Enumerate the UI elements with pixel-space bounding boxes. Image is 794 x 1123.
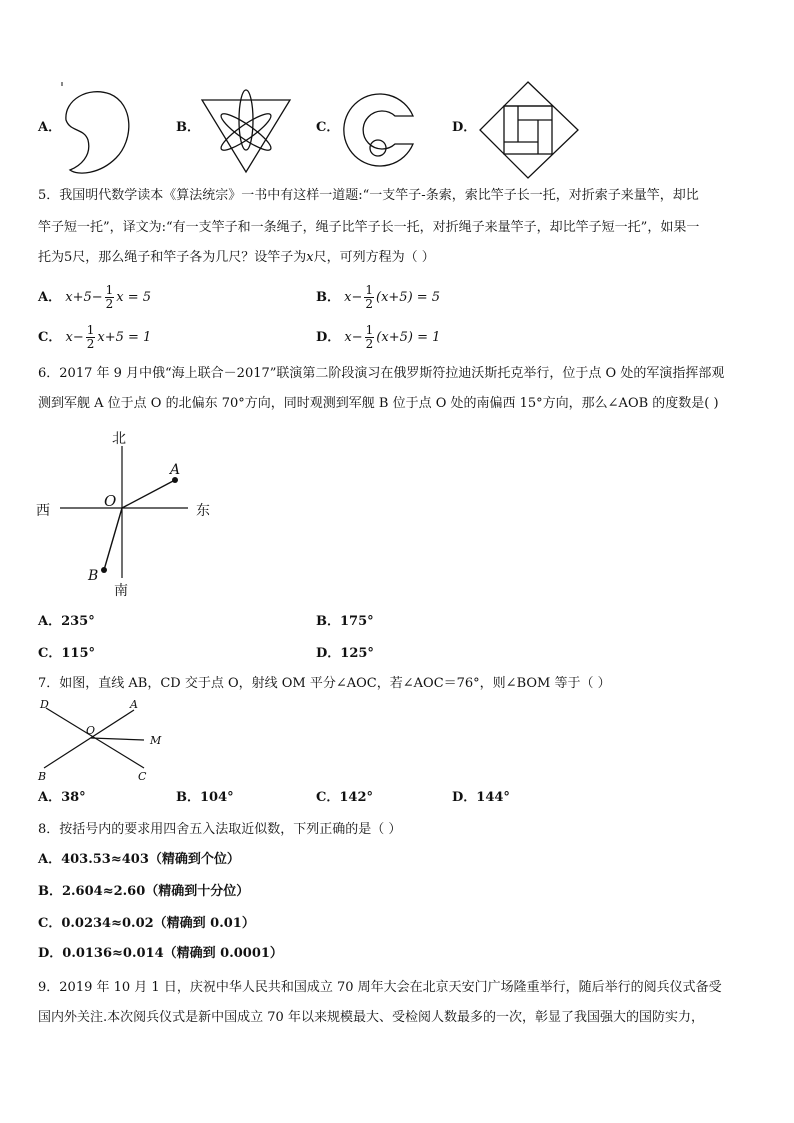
q6-option-d: D．125° xyxy=(316,646,374,661)
q5-option-b-post: (x+5) = 5 xyxy=(376,290,441,305)
q7-option-c: C．142° xyxy=(316,790,373,805)
frac-num: 1 xyxy=(365,323,374,337)
q5-option-a-frac xyxy=(105,284,115,311)
q7-point-d-label: D xyxy=(40,698,49,711)
q7-option-a: A．38° xyxy=(38,790,86,805)
frac-den: 2 xyxy=(86,337,95,351)
q5-option-d-label: D． xyxy=(316,330,341,345)
q6-stem-line-2: 测到军舰 A 位于点 O 的北偏东 70°方向，同时观测到军舰 B 位于点 O 处的南偏西 15°方向，那么∠AOB 的度数是( ) xyxy=(38,396,719,411)
q5-option-a-post: x = 5 xyxy=(116,290,152,305)
q8-option-a: A．403.53≈403（精确到个位） xyxy=(38,852,240,867)
q6-east-label: 东 xyxy=(196,503,210,519)
q7-point-m-label: M xyxy=(150,734,162,747)
q5-option-c-frac xyxy=(86,324,96,351)
q5-option-a-pre: x+5− xyxy=(65,290,103,305)
q7-option-b: B．104° xyxy=(176,790,234,805)
q4-option-b-label: B． xyxy=(176,120,200,135)
q7-point-b-label: B xyxy=(38,770,47,783)
q5-option-d-pre: x− xyxy=(344,330,363,345)
q4-figure-b-shape xyxy=(200,80,292,176)
q6-north-label: 北 xyxy=(112,431,126,447)
q5-stem-line-3-end: 尺，可列方程为（ ） xyxy=(313,250,435,265)
q7-option-d: D．144° xyxy=(452,790,510,805)
q5-option-b-label: B． xyxy=(316,290,340,305)
frac-num: 1 xyxy=(105,283,114,297)
q4-option-d-label: D． xyxy=(452,120,477,135)
q4-figure-c-shape xyxy=(340,90,420,170)
q5-option-c-post: x+5 = 1 xyxy=(97,330,152,345)
q5-stem-line-3 xyxy=(38,248,435,268)
q5-option-b-pre: x− xyxy=(344,290,363,305)
frac-den: 2 xyxy=(105,297,114,311)
q8-option-b: B．2.604≈2.60（精确到十分位） xyxy=(38,884,250,899)
q6-stem-line-1: 6．2017 年 9 月中俄“海上联合－2017”联演第二阶段演习在俄罗斯符拉迪沃斯托克举行，位于点 O 处的军演指挥部观 xyxy=(38,366,725,381)
q8-stem-line-1: 8．按括号内的要求用四舍五入法取近似数，下列正确的是（ ） xyxy=(38,822,402,837)
q4-figure-a-shape xyxy=(58,80,138,180)
q6-point-o-label: O xyxy=(104,492,117,510)
q4-option-c-label: C． xyxy=(316,120,340,135)
q5-option-a xyxy=(38,284,151,311)
q4-figure-d-shape xyxy=(478,80,580,180)
q5-option-c xyxy=(38,324,151,351)
q6-option-a: A．235° xyxy=(38,614,95,629)
q9-stem-line-1: 9．2019 年 10 月 1 日，庆祝中华人民共和国成立 70 周年大会在北京天安门广场隆重举行，随后举行的阅兵仪式备受 xyxy=(38,980,722,995)
q5-option-b xyxy=(316,284,440,311)
q5-option-d-frac xyxy=(365,324,375,351)
q5-option-b-frac xyxy=(364,284,374,311)
frac-den: 2 xyxy=(365,337,374,351)
q5-option-a-label: A． xyxy=(38,290,62,305)
q5-option-d xyxy=(316,324,440,351)
q6-option-b: B．175° xyxy=(316,614,374,629)
q8-option-c: C．0.0234≈0.02（精确到 0.01） xyxy=(38,916,255,931)
frac-den: 2 xyxy=(365,297,374,311)
q6-west-label: 西 xyxy=(36,503,50,519)
q5-variable: x xyxy=(306,250,314,265)
q6-option-c: C．115° xyxy=(38,646,95,661)
q8-option-d: D．0.0136≈0.014（精确到 0.0001） xyxy=(38,946,283,961)
q6-south-label: 南 xyxy=(114,583,128,599)
q6-point-b-label: B xyxy=(88,568,99,584)
q5-stem-line-3-text: 托为5尺，那么绳子和竿子各为几尺？设竿子为 xyxy=(38,250,307,265)
q5-option-c-label: C． xyxy=(38,330,62,345)
frac-num: 1 xyxy=(86,323,95,337)
q5-option-c-pre: x− xyxy=(65,330,84,345)
q4-option-a-label: A． xyxy=(38,120,62,135)
q6-point-a-label: A xyxy=(170,462,181,478)
q7-lines-diagram xyxy=(36,700,166,780)
q5-stem-line-1: 5．我国明代数学读本《算法统宗》一书中有这样一道题:“一支竿子-条索，索比竿子长一托，对折索子来量竿，却比 xyxy=(38,188,699,203)
frac-num: 1 xyxy=(365,283,374,297)
q9-stem-line-2: 国内外关注.本次阅兵仪式是新中国成立 70 年以来规模最大、受检阅人数最多的一次，彰显了我国强大的国防实力， xyxy=(38,1010,704,1025)
q7-stem-line-1: 7．如图，直线 AB，CD 交于点 O，射线 OM 平分∠AOC，若∠AOC＝76°，则∠BOM 等于（ ） xyxy=(38,676,611,691)
q7-point-c-label: C xyxy=(138,770,147,783)
q7-point-o-label: O xyxy=(86,724,96,737)
q5-stem-line-2: 竿子短一托”，译文为:“有一支竿子和一条绳子，绳子比竿子长一托，对折绳子来量竿子，却比竿子短一托”，如果一 xyxy=(38,220,700,235)
q5-option-d-post: (x+5) = 1 xyxy=(376,330,441,345)
q7-point-a-label: A xyxy=(130,698,138,711)
